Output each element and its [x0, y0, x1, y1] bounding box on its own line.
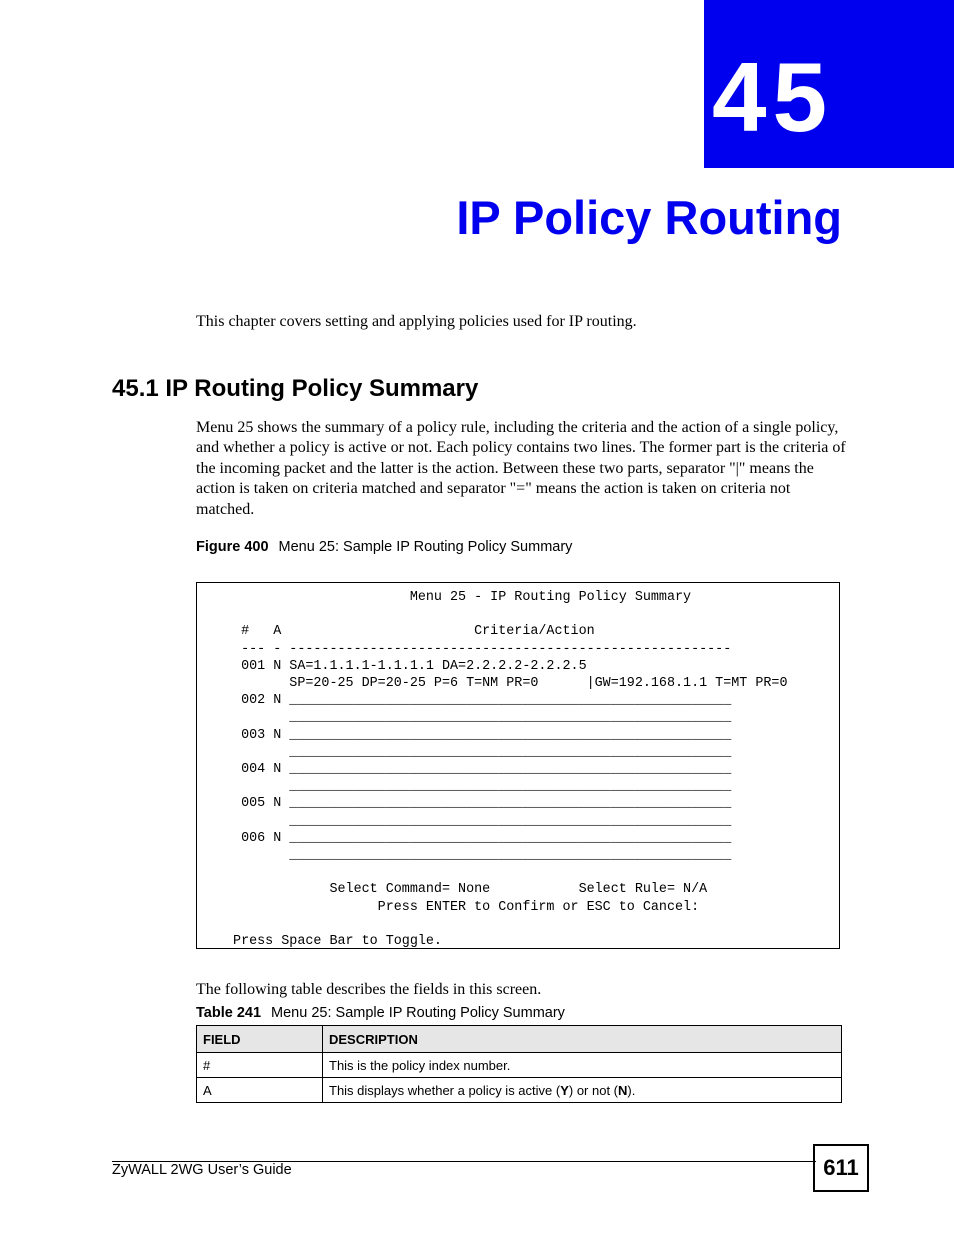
- menu-screen-text: Menu 25 - IP Routing Policy Summary # A Criteria/Action --- - ------------------------------------------------------- 001 N SA=1.1.1.1-1.1.1.1 DA=2.2.2.2-2.2.2.5 SP=20-25 DP=20-25 P=6 T=NM PR=0 |GW=192.168.1.1 T=MT PR=0 002 N _______________________________________________________ _______________________________________________________ 003 N _______________________________________________________ _______________________________________________________ 004 N _______________________________________________________ _______________________________________________________ 005 N _______________________________________________________ _______________________________________________________ 006 N _______________________________________________________ _______________________________________________________ Select Command= None Select Rule= N/A Press ENTER to Confirm or ESC to Cancel: Press Space Bar to Toggle.: [233, 590, 788, 950]
- table-cell-field: A: [197, 1078, 323, 1103]
- figure-caption: [196, 539, 572, 555]
- desc-text: ).: [627, 1082, 636, 1098]
- desc-active-value: Y: [560, 1082, 569, 1098]
- field-description-table: [196, 1025, 842, 1103]
- table-cell-description: [323, 1078, 842, 1103]
- desc-text: ) or not (: [568, 1082, 618, 1098]
- desc-inactive-value: N: [618, 1082, 628, 1098]
- table-cell-description: This is the policy index number.: [323, 1053, 842, 1078]
- chapter-number: 45: [712, 42, 834, 152]
- table-caption: [196, 1005, 565, 1021]
- chapter-title: IP Policy Routing: [456, 191, 842, 244]
- table-header-row: [197, 1026, 842, 1053]
- table-label: Table 241: [196, 1005, 262, 1021]
- section-paragraph: Menu 25 shows the summary of a policy rule, including the criteria and the action of a single policy, and whether a policy is active or not. Each policy contains two lines. The former part is the criteria of the incoming packet and the latter is the action. Between these two parts, separator "|" means the action is taken on criteria matched and separator "=" means the action is taken on criteria not matched.: [196, 419, 846, 518]
- section-heading: 45.1 IP Routing Policy Summary: [112, 375, 479, 402]
- table-header-description: DESCRIPTION: [323, 1026, 842, 1053]
- table-header-field: FIELD: [197, 1026, 323, 1053]
- table-caption-text: Menu 25: Sample IP Routing Policy Summary: [271, 1005, 565, 1021]
- footer-guide-title: ZyWALL 2WG User’s Guide: [112, 1162, 292, 1178]
- table-cell-field: #: [197, 1053, 323, 1078]
- page-number: 611: [813, 1144, 869, 1192]
- chapter-intro: This chapter covers setting and applying policies used for IP routing.: [196, 313, 637, 330]
- figure-caption-text: Menu 25: Sample IP Routing Policy Summary: [278, 539, 573, 555]
- table-row: [197, 1053, 842, 1078]
- table-intro: The following table describes the fields in this screen.: [196, 981, 542, 998]
- figure-label: Figure 400: [196, 539, 269, 555]
- table-row: [197, 1078, 842, 1103]
- desc-text: This displays whether a policy is active (: [329, 1082, 561, 1098]
- menu-screen-figure: [196, 582, 840, 949]
